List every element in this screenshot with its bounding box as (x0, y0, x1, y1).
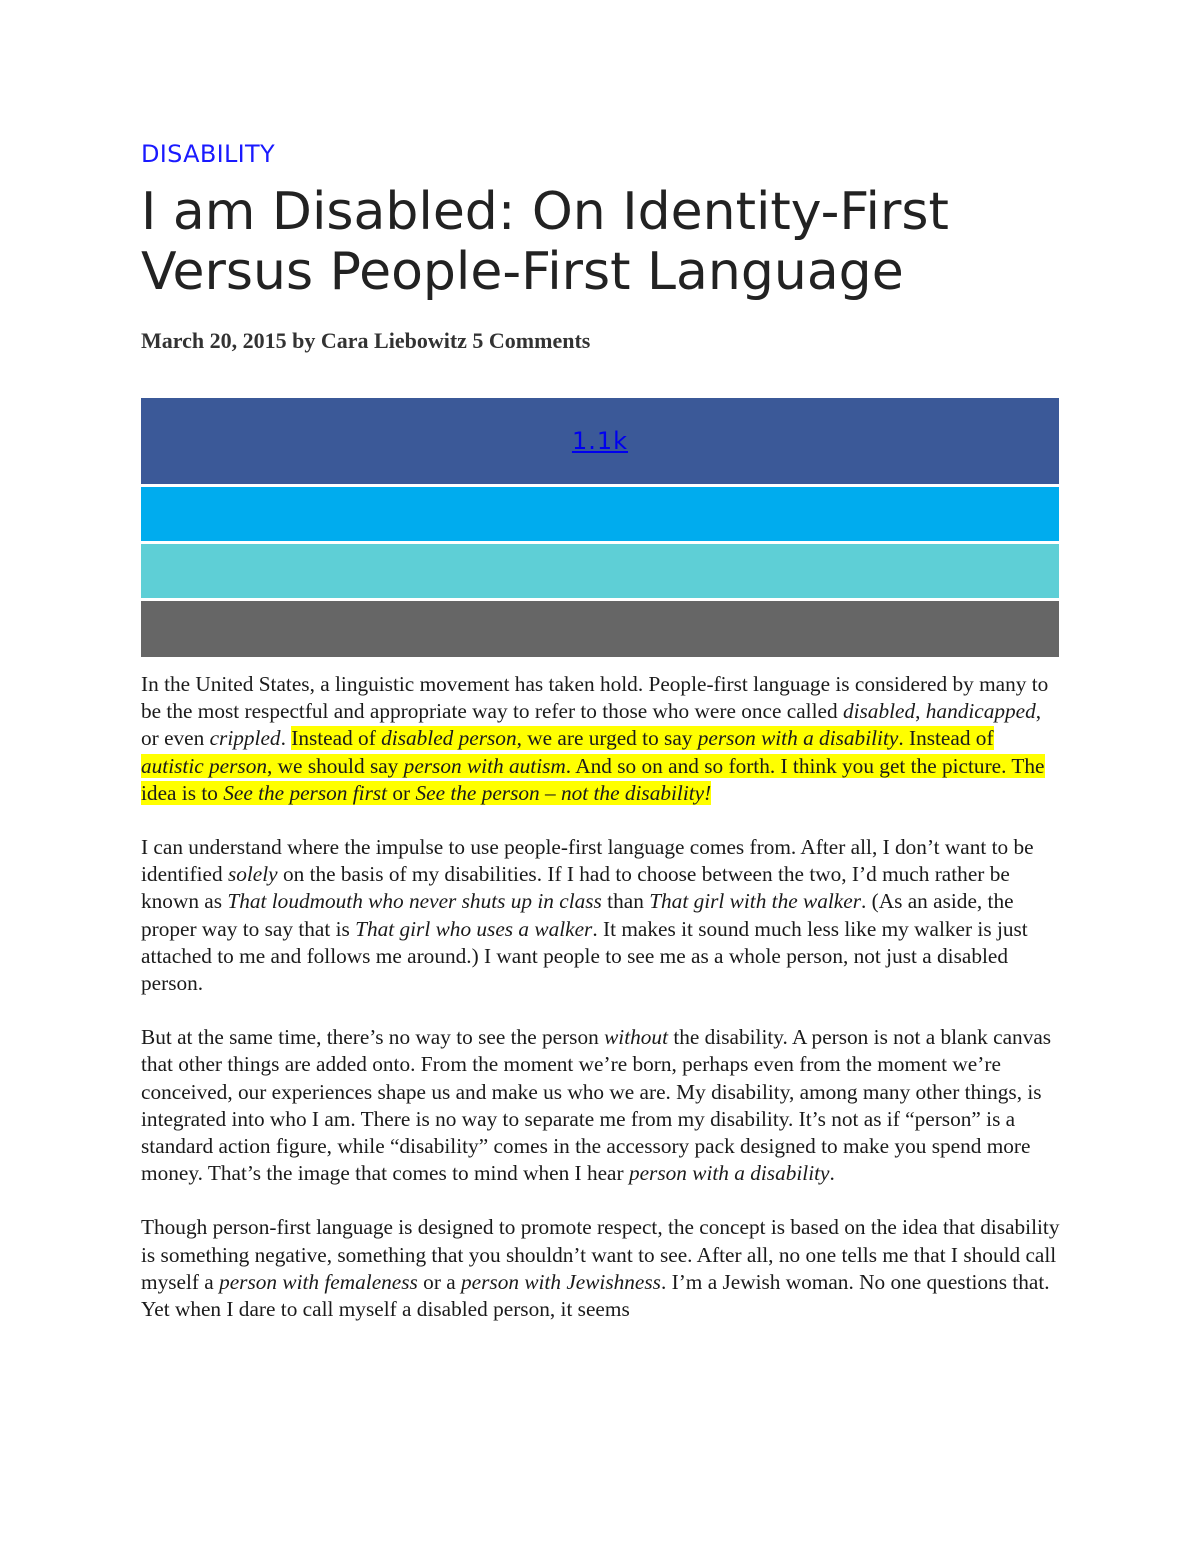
linkedin-share-button[interactable] (141, 544, 1059, 601)
article-title: I am Disabled: On Identity-First Versus People-First Language (141, 182, 949, 302)
email-share-button[interactable] (141, 601, 1059, 657)
share-count-link[interactable]: 1.1k (571, 427, 629, 455)
article-meta (141, 328, 590, 354)
paragraph-1: In the United States, a linguistic movement has taken hold. People-first language is considered by many to be the most respectful and appropriate way to refer to those who were once called disabled, handicapped, or even crippled. Instead of disabled person, we are urged to say person with a disability. Instead of autistic person, we should say person with autism. And so on and so forth. I think you get the picture. The idea is to See the person first or See the person – not the disability! (141, 672, 1049, 805)
post-date: March 20, 2015 (141, 328, 287, 353)
article-body (141, 671, 1061, 1350)
highlighted-text: Instead of disabled person, we are urged to say person with a disability. Instead of autistic person, we should say person with autism. And so on and so forth. I think you get the picture. The idea is to See the person first or See the person – not the disability! (141, 726, 1045, 805)
share-buttons (141, 398, 1059, 657)
comments-link[interactable]: 5 Comments (472, 328, 591, 353)
paragraph-2: I can understand where the impulse to use people-first language comes from. After all, I don’t want to be identified solely on the basis of my disabilities. If I had to choose between the two, I’d much rather be known as That loudmouth who never shuts up in class than That girl with the walker. (As an aside, the proper way to say that is That girl who uses a walker. It makes it sound much less like my walker is just attached to me and follows me around.) I want people to see me as a whole person, not just a disabled person. (141, 835, 1034, 996)
facebook-share-button[interactable] (141, 398, 1059, 487)
byline-word: by (292, 328, 316, 353)
twitter-share-button[interactable] (141, 487, 1059, 544)
author-link[interactable]: Cara Liebowitz (320, 328, 467, 353)
paragraph-4: Though person-first language is designed to promote respect, the concept is based on the idea that disability is something negative, something that you shouldn’t want to see. After all, no one tells me that I should call myself a person with femaleness or a person with Jewishness. I’m a Jewish woman. No one questions that. Yet when I dare to call myself a disabled person, it seems (141, 1215, 1060, 1322)
category-link[interactable]: DISABILITY (141, 140, 275, 168)
paragraph-3: But at the same time, there’s no way to see the person without the disability. A person is not a blank canvas that other things are added onto. From the moment we’re born, perhaps even from the moment we’re conceived, our experiences shape us and make us who we are. My disability, among many other things, is integrated into who I am. There is no way to separate me from my disability. It’s not as if “person” is a standard action figure, while “disability” comes in the accessory pack designed to make you spend more money. That’s the image that comes to mind when I hear person with a disability. (141, 1025, 1052, 1186)
